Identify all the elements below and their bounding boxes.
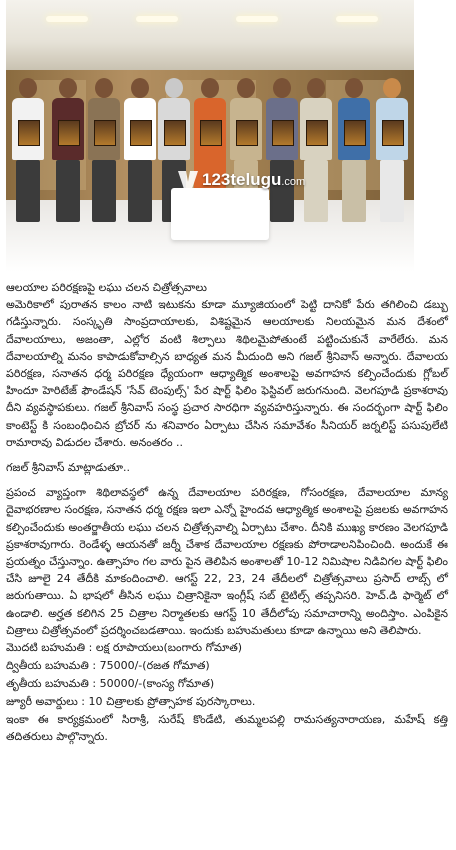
watermark-logo-icon [178, 171, 198, 189]
article-paragraph: ప్రపంచ వ్యాప్తంగా శిథిలావస్థలో ఉన్న దేవాలయాల పరిరక్షణ, గోసంరక్షణ, దేవాలయాల మాన్య దైవాభరణాల సంరక్షణ, సనాతన ధర్మ రక్షణ ఇలా ఎన్నో హైందవ ఆధ్యాత్మిక అంశాలపై ప్రజలకు అవగాహన కల్పించేందుకు అంతర్జాతీయ లఘు చలన చిత్రోత్సవాల్ని ఏర్పాటు చేశాం. దీనికి ముఖ్య కారణం వెలగపూడి ప్రకాశరావుగారు. రెండేళ్ళ ఆయనతో జర్నీ చేశాక దేవాలయాల రక్షణకు పోరాడాలనిపించింది. అందుకే ఈ ప్రయత్నం చేస్తున్నాం. ఉత్సాహం గల వారు పైన తెలిపిన అంశాలతో 10-12 నిమిషాల నిడివిగల షార్ట్ ఫిలిం చేసి జూలై 24 తేదీకి మాకందించాలి. ఆగస్ట్ 22, 23, 24 తేదీలలో చిత్రోత్సవాలు ప్రసాద్ లాబ్స్ లో జరుగుతాయి. ఏ భాషలో తీసిన లఘు చిత్రానికైనా ఇంగ్లీష్ సబ్ టైటిల్స్ తప్పనిసరి. హెచ్.డి ఫార్మెట్ లో ఉండాలి. అర్హత కలిగిన 25 చిత్రాల నిర్మాతలకు ఆగస్ట్ 10 తేదీలోపు సమాచారాన్ని అందిస్తాం. ఎంపికైన చిత్రాలు చిత్రోత్సవంలో ప్రదర్శించబడతాయి. ఇందుకు బహుమతులు కూడా ఉన్నాయి అని తెలిపారు. [6, 486, 449, 637]
prize-second: ద్వితీయ బహుమతి : 75000/-(రజత గోమాత) [6, 659, 210, 673]
person [374, 78, 410, 228]
person [86, 78, 122, 228]
person [264, 78, 300, 228]
article-closing: ఇంకా ఈ కార్యక్రమంలో సిరాశ్రీ, సురేష్ కొండేటి, తుమ్మలపల్లి రామసత్యనారాయణ, మహేష్ కత్తి తదితరులు పాల్గొన్నారు. [6, 713, 448, 744]
person [298, 78, 334, 228]
photo-ceiling [6, 0, 414, 70]
event-photo [6, 0, 414, 272]
article-subheading: గజల్ శ్రీనివాస్ మాట్లాడుతూ.. [6, 461, 130, 475]
site-watermark: 123telugu.com [178, 170, 305, 190]
person [10, 78, 46, 228]
prize-first: మొదటి బహుమతి : లక్ష రూపాయలు(బంగారు గోమాత) [6, 641, 243, 655]
prize-third: తృతీయ బహుమతి : 50000/-(కాంస్య గోమాత) [6, 677, 215, 691]
person [50, 78, 86, 228]
person [336, 78, 372, 228]
front-table [171, 188, 269, 240]
article-paragraph: అమెరికాలో పురాతన కాలం నాటి ఇటుకను కూడా మ్యూజియంలో పెట్టి దానికో పేరు తగిలించి డబ్బు గడిస్తున్నారు. సంస్కృతి సాంప్రదాయాలకు, విశిష్టమైన ఆలయాలకు నిలయమైన మన దేశంలో దేవాలయాలు, అజంతా, ఎల్లోర వంటి శిల్పాలు శిథిలమైపోతుంటే పట్టించుకునే వారేలేరు. మన దేవాలయాల్ని మనం కాపాడుకోవాల్సిన బాధ్యత మన మీదుంది అని గజల్ శ్రీనివాస్ అన్నారు. దేవాలయ పరిరక్షణ, సనాతన ధర్మ పరిరక్షణ ధ్యేయంగా ఆధ్యాత్మిక అంశాలపై అవగాహన కల్పించేందుకు గ్లోబల్ హిందూ హెరిటేజ్ ఫౌండేషన్ 'సేవ్ టెంపుల్స్' పేర షార్ట్ ఫిలిం ఫెస్టివల్ జరుగనుంది. వెలగపూడి ప్రకాశరావు దీని వ్యవస్థాపకులు. గజల్ శ్రీనివాస్ సంస్థ ప్రచార సారధిగా వ్యవహరిస్తున్నారు. ఈ సందర్భంగా షార్ట్ ఫిలిం కాంటెస్ట్ కి సంబంధించిన బ్రోచర్ ను శనివారం ఏర్పాటు చేసిన సమావేశం సీనియర్ జర్నలిస్ట్ పసుపులేటి రామారావు విడుదల చేశారు. అనంతరం .. [6, 298, 448, 449]
prize-jury: జ్యూరీ అవార్డులు : 10 చిత్రాలకు ప్రోత్సాహక పురస్కారాలు. [6, 695, 256, 709]
article-heading: ఆలయాల పరిరక్షణపై లఘు చలన చిత్రోత్సవాలు [6, 281, 207, 294]
person [122, 78, 158, 228]
article-body [6, 279, 448, 745]
